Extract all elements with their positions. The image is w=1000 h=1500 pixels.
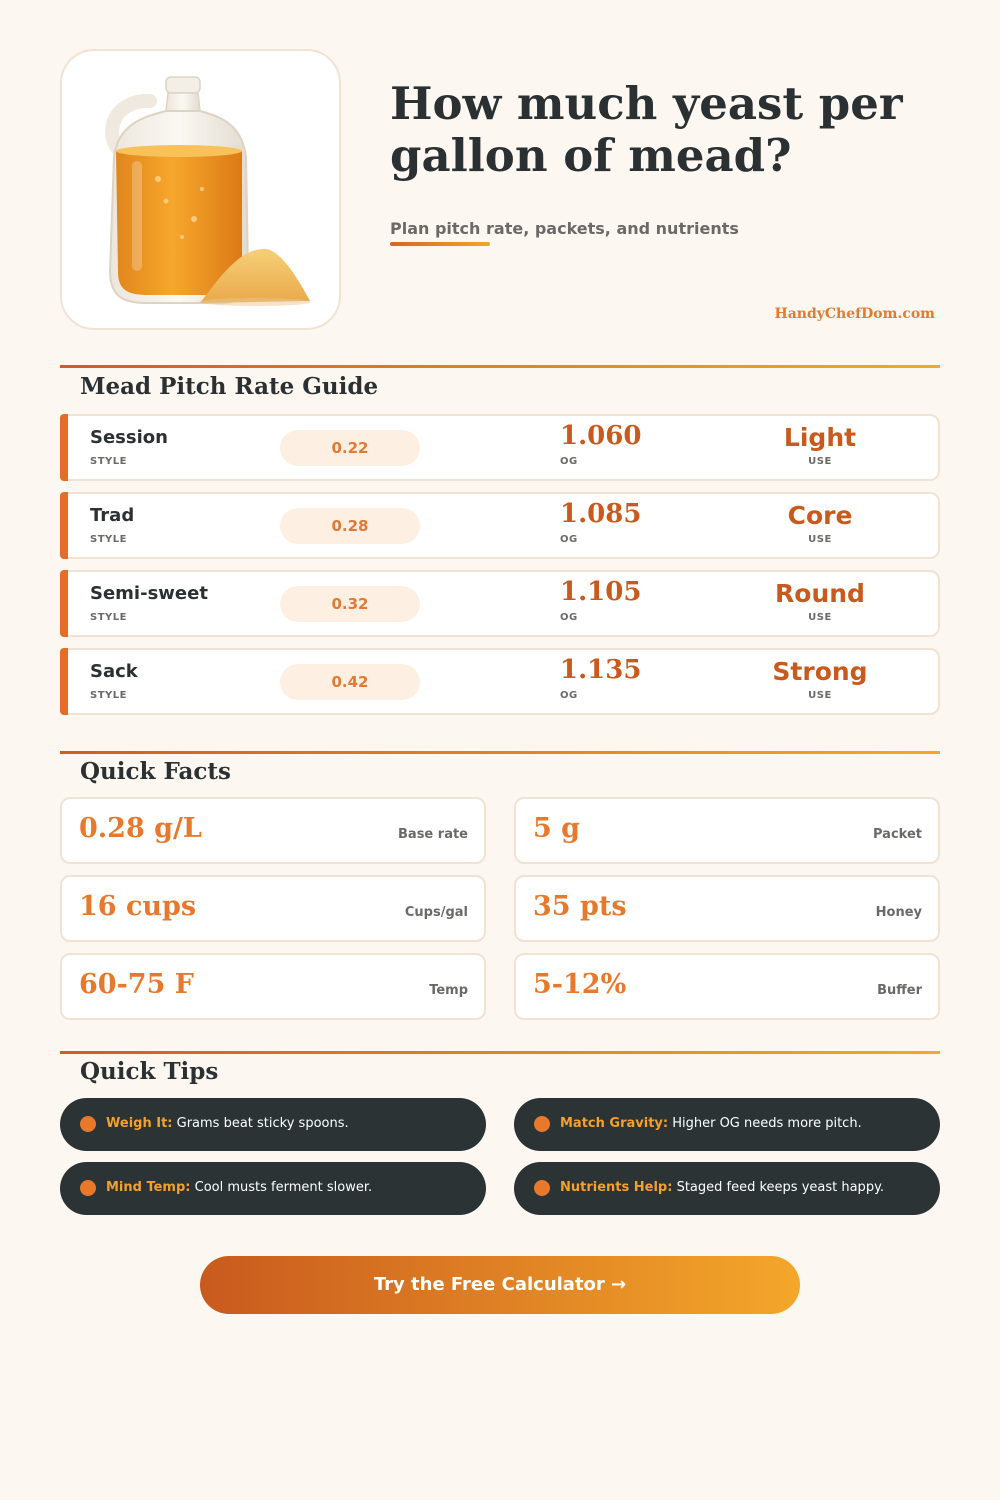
guide-row	[60, 414, 940, 481]
tips-section-title: Quick Tips	[80, 1058, 219, 1085]
bullet-dot-icon	[80, 1116, 96, 1132]
og-value: 1.135	[560, 655, 642, 685]
bullet-dot-icon	[80, 1180, 96, 1196]
style-label: STYLE	[90, 612, 127, 623]
bullet-dot-icon	[534, 1180, 550, 1196]
use-label: USE	[808, 534, 832, 545]
fact-value: 0.28 g/L	[79, 813, 202, 844]
og-label: OG	[560, 690, 578, 701]
subtitle-underline	[390, 242, 490, 246]
fact-value: 5-12%	[533, 969, 627, 1000]
style-name: Semi-sweet	[90, 583, 208, 604]
og-value: 1.060	[560, 421, 642, 451]
rate-pill: 0.32	[280, 586, 420, 622]
fact-card	[514, 797, 940, 864]
rate-pill: 0.42	[280, 664, 420, 700]
tip-title: Nutrients Help:	[560, 1180, 673, 1195]
hero-image-card	[60, 49, 341, 330]
row-accent-bar	[60, 414, 68, 481]
calculator-cta-button[interactable]: Try the Free Calculator →	[200, 1256, 800, 1314]
section-divider	[60, 365, 940, 368]
fact-label: Honey	[875, 905, 922, 920]
og-label: OG	[560, 456, 578, 467]
fact-card	[60, 875, 486, 942]
use-value: Round	[775, 579, 865, 608]
fact-label: Temp	[429, 983, 468, 998]
guide-row	[60, 648, 940, 715]
fact-card	[514, 953, 940, 1020]
tip-pill	[60, 1162, 486, 1215]
fact-label: Cups/gal	[404, 905, 468, 920]
use-label: USE	[808, 690, 832, 701]
guide-section-title: Mead Pitch Rate Guide	[80, 373, 379, 400]
fact-value: 60-75 F	[79, 969, 194, 1000]
style-label: STYLE	[90, 690, 127, 701]
fact-card	[514, 875, 940, 942]
tip-text: Higher OG needs more pitch.	[668, 1116, 862, 1131]
style-label: STYLE	[90, 456, 127, 467]
tip-title: Mind Temp:	[106, 1180, 191, 1195]
og-value: 1.085	[560, 499, 642, 529]
tip-pill	[60, 1098, 486, 1151]
use-label: USE	[808, 456, 832, 467]
fact-label: Base rate	[398, 827, 468, 842]
mead-jug-with-yeast-icon	[62, 51, 343, 332]
fact-label: Buffer	[877, 983, 922, 998]
style-name: Session	[90, 427, 168, 448]
guide-row	[60, 492, 940, 559]
tip-title: Match Gravity:	[560, 1116, 669, 1131]
tip-title: Weigh It:	[106, 1116, 173, 1131]
tip-pill	[514, 1098, 940, 1151]
tip-text: Grams beat sticky spoons.	[172, 1116, 349, 1131]
guide-row	[60, 570, 940, 637]
rate-pill: 0.22	[280, 430, 420, 466]
fact-value: 16 cups	[79, 891, 197, 922]
facts-section-title: Quick Facts	[80, 758, 231, 785]
tip-text: Staged feed keeps yeast happy.	[672, 1180, 885, 1195]
use-value: Light	[783, 423, 857, 452]
tip-pill	[514, 1162, 940, 1215]
fact-value: 5 g	[533, 813, 581, 844]
use-value: Core	[787, 501, 853, 530]
og-label: OG	[560, 612, 578, 623]
row-accent-bar	[60, 648, 68, 715]
section-divider	[60, 1051, 940, 1054]
style-name: Trad	[90, 505, 135, 526]
style-label: STYLE	[90, 534, 127, 545]
use-label: USE	[808, 612, 832, 623]
style-name: Sack	[90, 661, 138, 682]
fact-card	[60, 953, 486, 1020]
og-value: 1.105	[560, 577, 642, 607]
page-title: How much yeast per gallon of mead?	[390, 77, 903, 182]
bullet-dot-icon	[534, 1116, 550, 1132]
fact-label: Packet	[873, 827, 922, 842]
rate-pill: 0.28	[280, 508, 420, 544]
tip-text: Cool musts ferment slower.	[190, 1180, 373, 1195]
fact-value: 35 pts	[533, 891, 627, 922]
og-label: OG	[560, 534, 578, 545]
row-accent-bar	[60, 492, 68, 559]
section-divider	[60, 751, 940, 754]
row-accent-bar	[60, 570, 68, 637]
use-value: Strong	[772, 657, 868, 686]
page-subtitle: Plan pitch rate, packets, and nutrients	[390, 219, 739, 238]
fact-card	[60, 797, 486, 864]
brand-link[interactable]: HandyChefDom.com	[774, 306, 935, 322]
